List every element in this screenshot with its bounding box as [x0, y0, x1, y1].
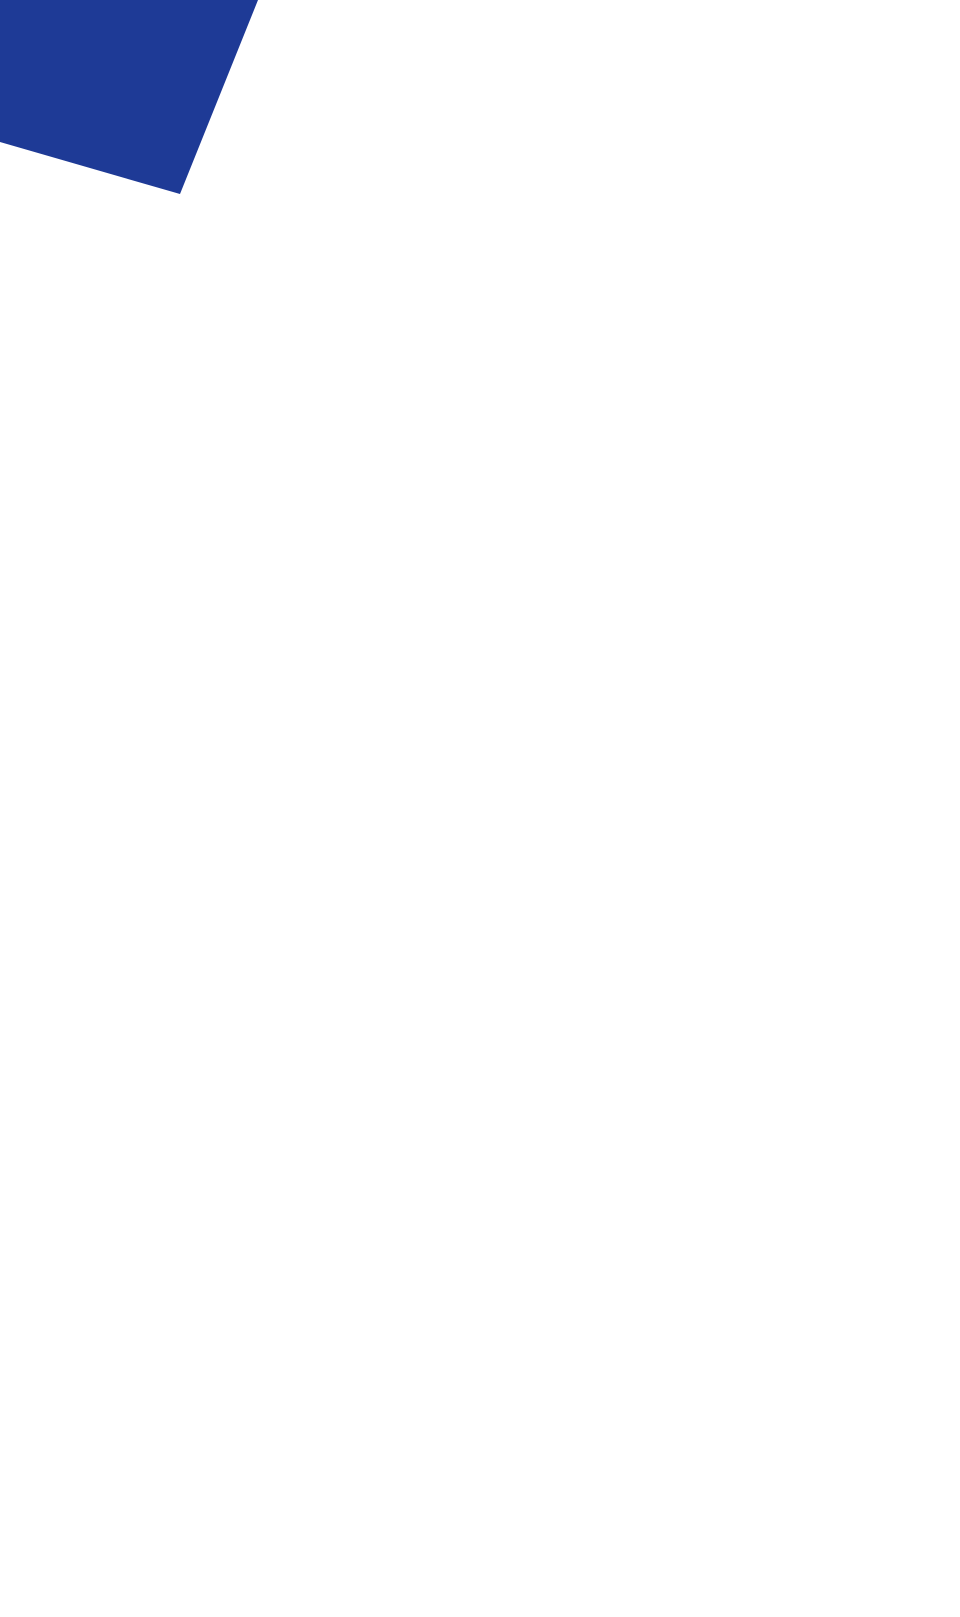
logo-graphic [0, 0, 270, 200]
logo-banner-shape [0, 0, 258, 194]
bth-logo [0, 0, 270, 200]
